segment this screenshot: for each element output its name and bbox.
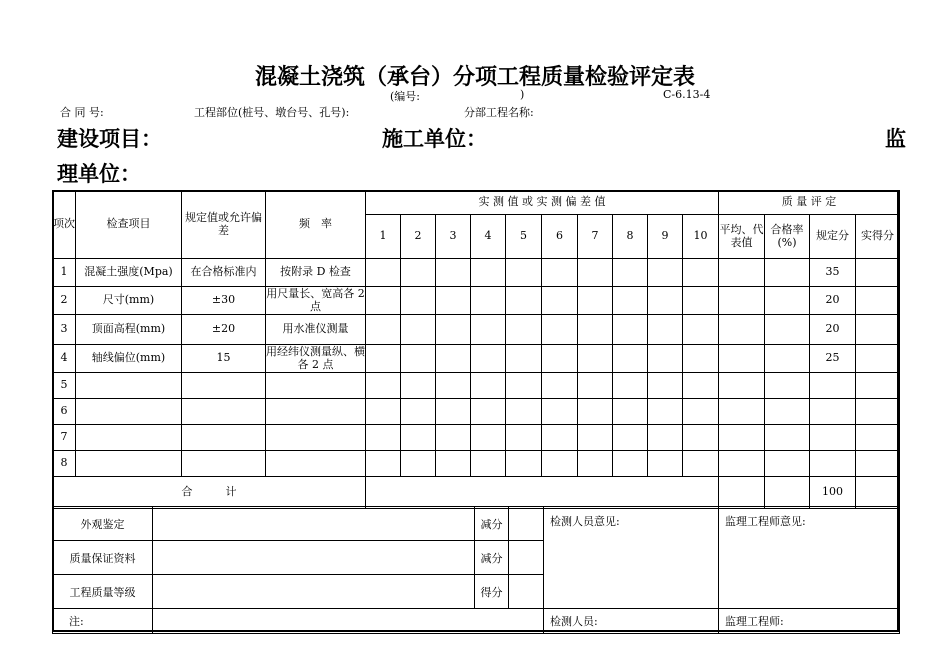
table-row (53, 399, 900, 425)
row-frequency (266, 373, 366, 399)
actual-score-cell[interactable] (856, 259, 900, 287)
measured-cell[interactable] (471, 425, 506, 451)
row-spec-score: 20 (810, 287, 856, 315)
measured-cell[interactable] (683, 345, 719, 373)
row-spec-score (810, 425, 856, 451)
serial-label: (编号: (390, 90, 420, 103)
measured-cell[interactable] (401, 373, 436, 399)
note-input[interactable] (153, 609, 544, 634)
total-actual-score-cell[interactable] (856, 477, 900, 509)
row-item: 轴线偏位(mm) (76, 345, 182, 373)
measured-cell[interactable] (471, 345, 506, 373)
row-spec-score (810, 373, 856, 399)
measured-cell[interactable] (683, 425, 719, 451)
measured-cell[interactable] (578, 399, 613, 425)
row-frequency (266, 399, 366, 425)
measured-cell[interactable] (648, 425, 683, 451)
measured-cell[interactable] (648, 451, 683, 477)
total-pass-rate-cell[interactable] (765, 477, 810, 509)
measured-cell[interactable] (613, 425, 648, 451)
grade-label: 工程质量等级 (53, 575, 153, 609)
measured-cell[interactable] (613, 315, 648, 345)
pass-rate-cell[interactable] (765, 287, 810, 315)
row-spec (182, 451, 266, 477)
score-label: 得分 (475, 575, 509, 609)
actual-score-cell[interactable] (856, 425, 900, 451)
header-measured: 实 测 值 或 实 测 偏 差 值 (366, 191, 719, 215)
header-quality: 质 量 评 定 (719, 191, 900, 215)
row-frequency: 用水准仪测量 (266, 315, 366, 345)
measured-cell[interactable] (471, 259, 506, 287)
inspection-table (52, 190, 900, 509)
row-item (76, 399, 182, 425)
row-spec-score: 35 (810, 259, 856, 287)
header-col-1: 1 (366, 215, 401, 259)
row-index: 6 (53, 399, 76, 425)
avg-cell[interactable] (719, 451, 765, 477)
header-spec-score: 规定分 (810, 215, 856, 259)
measured-cell[interactable] (436, 259, 471, 287)
row-frequency: 按附录 D 检查 (266, 259, 366, 287)
page-title: 混凝土浇筑（承台）分项工程质量检验评定表 (254, 64, 695, 90)
measured-cell[interactable] (683, 315, 719, 345)
total-avg-cell[interactable] (719, 477, 765, 509)
row-item (76, 425, 182, 451)
measured-cell[interactable] (542, 345, 578, 373)
measured-cell[interactable] (436, 373, 471, 399)
measured-cell[interactable] (648, 345, 683, 373)
row-spec (182, 399, 266, 425)
actual-score-cell[interactable] (856, 315, 900, 345)
contract-no-label: 合 同 号: (60, 106, 104, 119)
table-row (53, 425, 900, 451)
inspector-opinion: 检测人员意见: (544, 507, 719, 609)
header-frequency: 频 率 (266, 191, 366, 259)
row-item (76, 451, 182, 477)
actual-score-cell[interactable] (856, 373, 900, 399)
table-row (53, 287, 900, 315)
measured-cell[interactable] (648, 259, 683, 287)
measured-cell[interactable] (578, 259, 613, 287)
measured-cell[interactable] (648, 315, 683, 345)
row-spec-score: 20 (810, 315, 856, 345)
inspector-signature: 检测人员: (544, 609, 719, 634)
row-frequency: 用尺量长、宽高各 2 点 (266, 286, 365, 313)
header-col-4: 4 (471, 215, 506, 259)
avg-cell[interactable] (719, 259, 765, 287)
measured-cell[interactable] (683, 287, 719, 315)
measured-cell[interactable] (578, 287, 613, 315)
measured-cell[interactable] (401, 259, 436, 287)
appearance-deduct-input[interactable] (509, 507, 544, 541)
measured-cell[interactable] (648, 373, 683, 399)
measured-cell[interactable] (506, 373, 542, 399)
appearance-deduct-label: 减分 (475, 507, 509, 541)
measured-cell[interactable] (366, 345, 401, 373)
pass-rate-cell[interactable] (765, 373, 810, 399)
measured-cell[interactable] (613, 259, 648, 287)
quality-docs-label: 质量保证资料 (53, 541, 153, 575)
row-spec: ±30 (182, 287, 266, 315)
project-label: 建设项目： (57, 126, 162, 151)
row-item: 混凝土强度(Mpa) (76, 259, 182, 287)
actual-score-cell[interactable] (856, 345, 900, 373)
measured-cell[interactable] (436, 451, 471, 477)
header-spec: 规定值或允许偏差 (182, 191, 266, 259)
measured-cell[interactable] (542, 315, 578, 345)
avg-cell[interactable] (719, 373, 765, 399)
measured-cell[interactable] (542, 287, 578, 315)
row-spec-score: 25 (810, 345, 856, 373)
note-label: 注: (53, 609, 153, 634)
total-label: 合 计 (53, 477, 366, 509)
measured-cell[interactable] (578, 451, 613, 477)
measured-cell[interactable] (366, 451, 401, 477)
measured-cell[interactable] (471, 287, 506, 315)
measured-cell[interactable] (506, 315, 542, 345)
avg-cell[interactable] (719, 287, 765, 315)
row-index: 2 (53, 287, 76, 315)
supervisor-label-part2: 理单位： (57, 161, 141, 186)
measured-cell[interactable] (506, 451, 542, 477)
total-score: 100 (810, 477, 856, 509)
measured-cell[interactable] (542, 425, 578, 451)
measured-cell[interactable] (542, 451, 578, 477)
row-frequency (266, 451, 366, 477)
measured-cell[interactable] (401, 425, 436, 451)
pass-rate-cell[interactable] (765, 399, 810, 425)
measured-cell[interactable] (613, 373, 648, 399)
actual-score-cell[interactable] (856, 287, 900, 315)
measured-cell[interactable] (613, 399, 648, 425)
measured-cell[interactable] (401, 345, 436, 373)
measured-cell[interactable] (401, 399, 436, 425)
row-spec-score (810, 399, 856, 425)
avg-cell[interactable] (719, 345, 765, 373)
header-col-10: 10 (683, 215, 719, 259)
serial-close: ) (520, 88, 525, 101)
header-avg: 平均、代表值 (719, 215, 765, 259)
row-index: 3 (53, 315, 76, 345)
supervisor-opinion: 监理工程师意见: (719, 507, 900, 609)
row-item: 顶面高程(mm) (76, 315, 182, 345)
score-input[interactable] (509, 575, 544, 609)
supervisor-label-part1: 监 (885, 126, 906, 151)
row-spec-score (810, 451, 856, 477)
measured-cell[interactable] (683, 373, 719, 399)
header-pass-rate: 合格率(%) (765, 215, 810, 259)
header-index: 项次 (53, 191, 76, 259)
measured-cell[interactable] (578, 425, 613, 451)
measured-cell[interactable] (366, 399, 401, 425)
table-row (53, 451, 900, 477)
measured-cell[interactable] (542, 399, 578, 425)
measured-cell[interactable] (613, 451, 648, 477)
row-frequency (266, 425, 366, 451)
sub-project-label: 分部工程名称: (464, 106, 534, 119)
measured-cell[interactable] (506, 287, 542, 315)
supervisor-signature: 监理工程师: (719, 609, 900, 634)
measured-cell[interactable] (366, 373, 401, 399)
row-spec (182, 373, 266, 399)
row-item (76, 373, 182, 399)
header-col-7: 7 (578, 215, 613, 259)
actual-score-cell[interactable] (856, 451, 900, 477)
header-col-5: 5 (506, 215, 542, 259)
row-index: 8 (53, 451, 76, 477)
footer-table (52, 506, 900, 634)
measured-cell[interactable] (542, 259, 578, 287)
pass-rate-cell[interactable] (765, 259, 810, 287)
row-item: 尺寸(mm) (76, 287, 182, 315)
row-spec: 在合格标准内 (182, 259, 266, 287)
row-spec: ±20 (182, 315, 266, 345)
table-row (53, 315, 900, 345)
measured-cell[interactable] (401, 451, 436, 477)
measured-cell[interactable] (401, 315, 436, 345)
measured-cell[interactable] (542, 373, 578, 399)
row-index: 5 (53, 373, 76, 399)
header-item: 检查项目 (76, 191, 182, 259)
row-frequency: 用经纬仪测量纵、横各 2 点 (266, 344, 365, 371)
measured-cell[interactable] (471, 315, 506, 345)
table-row (53, 345, 900, 373)
actual-score-cell[interactable] (856, 399, 900, 425)
measured-cell[interactable] (613, 287, 648, 315)
measured-cell[interactable] (366, 315, 401, 345)
measured-cell[interactable] (506, 345, 542, 373)
header-col-9: 9 (648, 215, 683, 259)
measured-cell[interactable] (613, 345, 648, 373)
pass-rate-cell[interactable] (765, 345, 810, 373)
row-index: 4 (53, 345, 76, 373)
measured-cell[interactable] (366, 259, 401, 287)
row-index: 7 (53, 425, 76, 451)
measured-cell[interactable] (683, 399, 719, 425)
measured-cell[interactable] (578, 373, 613, 399)
measured-cell[interactable] (436, 345, 471, 373)
measured-cell[interactable] (683, 259, 719, 287)
contractor-label: 施工单位： (382, 126, 487, 151)
measured-cell[interactable] (683, 451, 719, 477)
pass-rate-cell[interactable] (765, 315, 810, 345)
measured-cell[interactable] (471, 451, 506, 477)
measured-cell[interactable] (471, 399, 506, 425)
measured-cell[interactable] (648, 399, 683, 425)
measured-cell[interactable] (471, 373, 506, 399)
grade-input[interactable] (153, 575, 475, 609)
total-measured-cell[interactable] (366, 477, 719, 509)
avg-cell[interactable] (719, 315, 765, 345)
row-index: 1 (53, 259, 76, 287)
measured-cell[interactable] (401, 287, 436, 315)
table-row (53, 373, 900, 399)
location-label: 工程部位(桩号、墩台号、孔号): (194, 106, 350, 119)
quality-docs-deduct-label: 减分 (475, 541, 509, 575)
measured-cell[interactable] (506, 425, 542, 451)
quality-docs-deduct-input[interactable] (509, 541, 544, 575)
appearance-label: 外观鉴定 (53, 507, 153, 541)
header-actual-score: 实得分 (856, 215, 900, 259)
measured-cell[interactable] (648, 287, 683, 315)
pass-rate-cell[interactable] (765, 451, 810, 477)
measured-cell[interactable] (436, 315, 471, 345)
measured-cell[interactable] (436, 425, 471, 451)
avg-cell[interactable] (719, 399, 765, 425)
measured-cell[interactable] (436, 287, 471, 315)
measured-cell[interactable] (366, 425, 401, 451)
header-col-3: 3 (436, 215, 471, 259)
row-spec (182, 425, 266, 451)
quality-docs-input[interactable] (153, 541, 475, 575)
header-col-8: 8 (613, 215, 648, 259)
header-col-2: 2 (401, 215, 436, 259)
measured-cell[interactable] (578, 315, 613, 345)
measured-cell[interactable] (578, 345, 613, 373)
form-code: C-6.13-4 (663, 88, 711, 101)
measured-cell[interactable] (366, 287, 401, 315)
avg-cell[interactable] (719, 425, 765, 451)
header-col-6: 6 (542, 215, 578, 259)
table-row (53, 259, 900, 287)
measured-cell[interactable] (506, 399, 542, 425)
measured-cell[interactable] (436, 399, 471, 425)
row-spec: 15 (182, 345, 266, 373)
pass-rate-cell[interactable] (765, 425, 810, 451)
measured-cell[interactable] (506, 259, 542, 287)
appearance-input[interactable] (153, 507, 475, 541)
